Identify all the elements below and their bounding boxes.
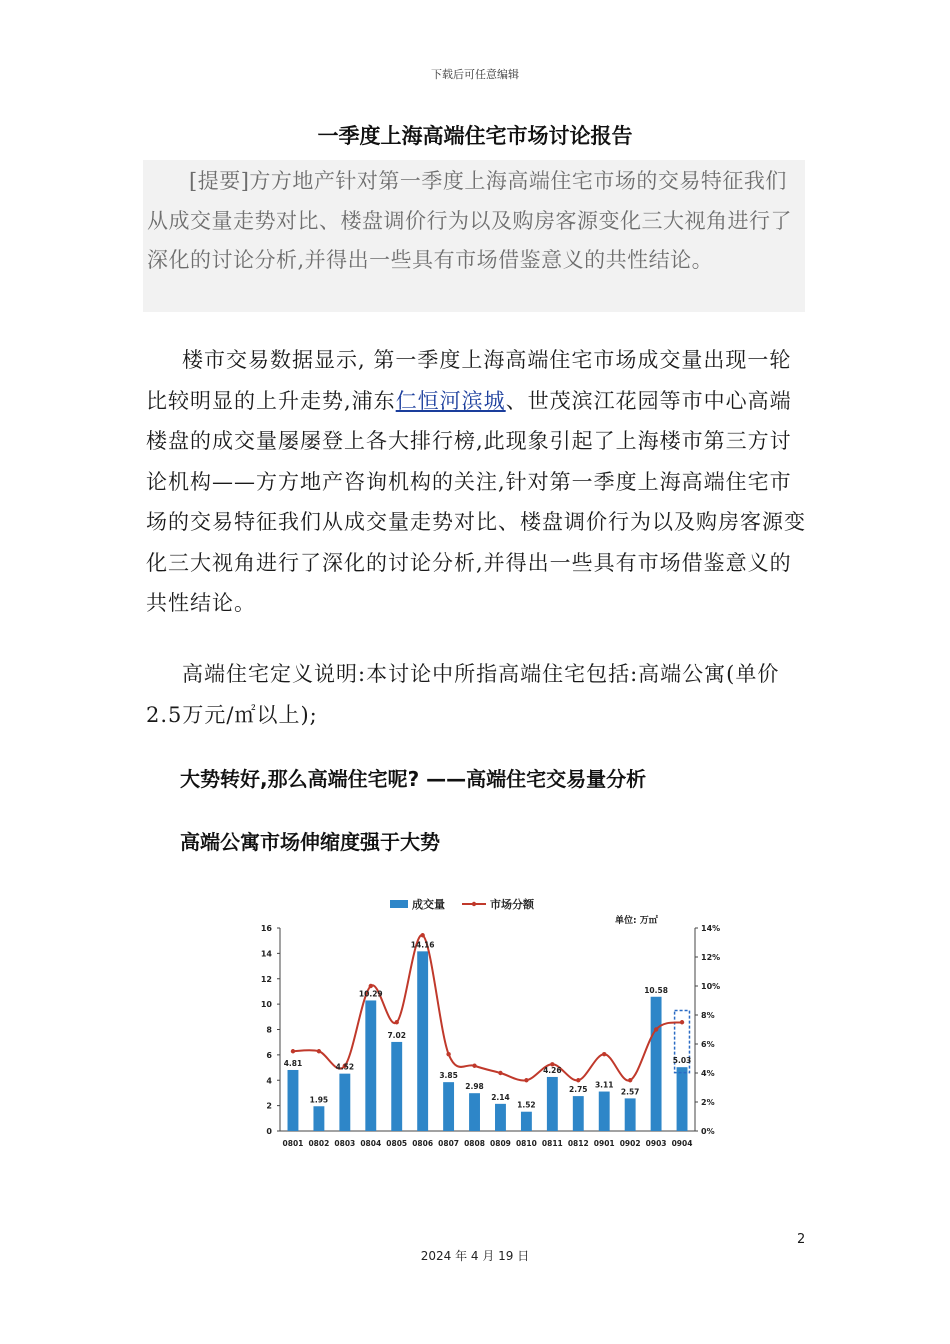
bar-value-label: 5.03 — [672, 1056, 692, 1066]
bar — [391, 1042, 402, 1131]
share-point — [317, 1049, 321, 1053]
y-left-tick-label: 6 — [266, 1050, 272, 1060]
unit-label: 单位: 万㎡ — [615, 916, 658, 926]
y-left-tick-label: 0 — [266, 1127, 272, 1136]
legend-line-label: 市场分额 — [490, 898, 534, 911]
share-point — [680, 1020, 684, 1024]
x-tick-label: 0812 — [567, 1139, 589, 1148]
body-paragraph-1 — [146, 340, 806, 624]
x-tick-label: 0803 — [334, 1139, 356, 1148]
bar-value-label: 4.26 — [543, 1065, 562, 1075]
bar-value-label: 1.52 — [517, 1100, 536, 1110]
x-tick-label: 0809 — [490, 1139, 511, 1148]
y-right-tick-label: 6% — [701, 1040, 715, 1049]
bar-value-label: 2.14 — [491, 1092, 510, 1102]
abstract-box — [143, 160, 805, 312]
x-tick-label: 0802 — [308, 1139, 330, 1148]
x-tick-label: 0904 — [671, 1139, 693, 1148]
chart-svg — [240, 885, 721, 1165]
share-point — [576, 1078, 580, 1082]
bar — [288, 1070, 299, 1131]
x-tick-label: 0805 — [386, 1139, 408, 1148]
y-left-tick-label: 4 — [266, 1076, 272, 1086]
section-heading: 大势转好,那么高端住宅呢? ——高端住宅交易量分析 — [180, 767, 647, 791]
bar-value-label: 3.85 — [439, 1071, 458, 1081]
share-point — [628, 1078, 632, 1082]
bar-value-label: 3.11 — [594, 1080, 614, 1090]
share-point — [524, 1078, 528, 1082]
bar-value-label: 10.29 — [358, 989, 383, 999]
paragraph-text: 楼市交易数据显示, 第一季度上海高端住宅市场成交量出现一轮比较明显的上升走势,浦东 — [146, 348, 792, 413]
bar — [625, 1098, 636, 1131]
y-left-tick-label: 8 — [266, 1025, 272, 1035]
document-title: 一季度上海高端住宅市场讨论报告 — [317, 124, 633, 148]
share-point — [472, 1064, 476, 1068]
bar-value-label: 4.52 — [335, 1062, 355, 1072]
x-tick-label: 0801 — [282, 1139, 304, 1148]
body-paragraph-2: 高端住宅定义说明:本讨论中所指高端住宅包括:高端公寓(单价2.5万元/㎡以上); — [146, 662, 780, 727]
abstract-text: [提要]方方地产针对第一季度上海高端住宅市场的交易特征我们从成交量走势对比、楼盘调价行为以及购房客源变化三大视角进行了深化的讨论分析,并得出一些具有市场借鉴意义的共性结论。 — [147, 169, 792, 272]
project-link[interactable]: 仁恒河滨城 — [395, 388, 506, 413]
bar — [417, 951, 428, 1131]
y-right-tick-label: 4% — [701, 1069, 715, 1078]
legend-bar-swatch — [390, 900, 408, 908]
x-tick-label: 0804 — [360, 1139, 382, 1148]
x-tick-label: 0810 — [515, 1139, 537, 1148]
bar — [443, 1082, 454, 1131]
bar — [365, 1000, 376, 1131]
bar — [339, 1074, 350, 1131]
volume-chart — [240, 885, 721, 1165]
header-note: 下载后可任意编辑 — [431, 68, 519, 81]
y-right-tick-label: 10% — [701, 982, 721, 991]
y-right-tick-label: 0% — [701, 1127, 715, 1136]
x-tick-label: 0807 — [438, 1139, 460, 1148]
share-point — [602, 1052, 606, 1056]
bar-value-label: 2.75 — [569, 1085, 588, 1095]
y-right-tick-label: 12% — [701, 953, 721, 962]
y-right-tick-label: 14% — [701, 924, 721, 933]
bar — [495, 1104, 506, 1131]
bar — [573, 1096, 584, 1131]
legend-line-marker — [472, 902, 476, 906]
share-point — [395, 1020, 399, 1024]
bar-value-label: 10.58 — [644, 985, 668, 995]
y-right-tick-label: 2% — [701, 1098, 715, 1107]
share-point — [498, 1071, 502, 1075]
bar — [521, 1112, 532, 1131]
bar-value-label: 2.98 — [465, 1082, 484, 1092]
share-point — [369, 984, 373, 988]
bar-value-label: 7.02 — [387, 1030, 406, 1040]
share-line — [293, 935, 682, 1081]
bar — [599, 1092, 610, 1131]
share-point — [446, 1052, 450, 1056]
y-left-tick-label: 10 — [260, 1000, 272, 1010]
bar-value-label: 1.95 — [309, 1095, 329, 1105]
x-tick-label: 0901 — [593, 1139, 615, 1148]
share-point — [291, 1049, 295, 1053]
x-tick-label: 0806 — [412, 1139, 434, 1148]
y-left-tick-label: 2 — [266, 1101, 272, 1111]
bar-value-label: 2.57 — [620, 1087, 640, 1097]
paragraph-text-continued: 、世茂滨江花园等市中心高端楼盘的成交量屡屡登上各大排行榜,此现象引起了上海楼市第三方讨论机构——方方地产咨询机构的关注,针对第一季度上海高端住宅市场的交易特征我们从成交量走势对比、楼盘调价行为以及购房客源变化三大视角进行了深化的讨论分析,并得出一些具有市场借鉴意义的共性结论。 — [146, 388, 806, 615]
share-point — [420, 933, 424, 937]
bar — [547, 1077, 558, 1131]
y-left-tick-label: 14 — [260, 949, 272, 959]
bar — [677, 1067, 688, 1131]
x-tick-label: 0808 — [464, 1139, 485, 1148]
share-point — [654, 1027, 658, 1031]
bar — [469, 1093, 480, 1131]
x-tick-label: 0811 — [541, 1139, 563, 1148]
y-left-tick-label: 16 — [260, 924, 272, 933]
y-left-tick-label: 12 — [260, 974, 272, 984]
bar — [651, 997, 662, 1131]
x-tick-label: 0903 — [645, 1139, 667, 1148]
footer-date: 2024 年 4 月 19 日 — [420, 1249, 530, 1263]
legend-bar-label: 成交量 — [412, 898, 445, 911]
subsection-heading: 高端公寓市场伸缩度强于大势 — [180, 830, 440, 854]
bar-value-label: 4.81 — [283, 1058, 303, 1068]
y-right-tick-label: 8% — [701, 1011, 715, 1020]
bar — [313, 1106, 324, 1131]
x-tick-label: 0902 — [619, 1139, 641, 1148]
page-number: 2 — [797, 1232, 806, 1247]
bar-value-label: 14.16 — [410, 940, 435, 950]
